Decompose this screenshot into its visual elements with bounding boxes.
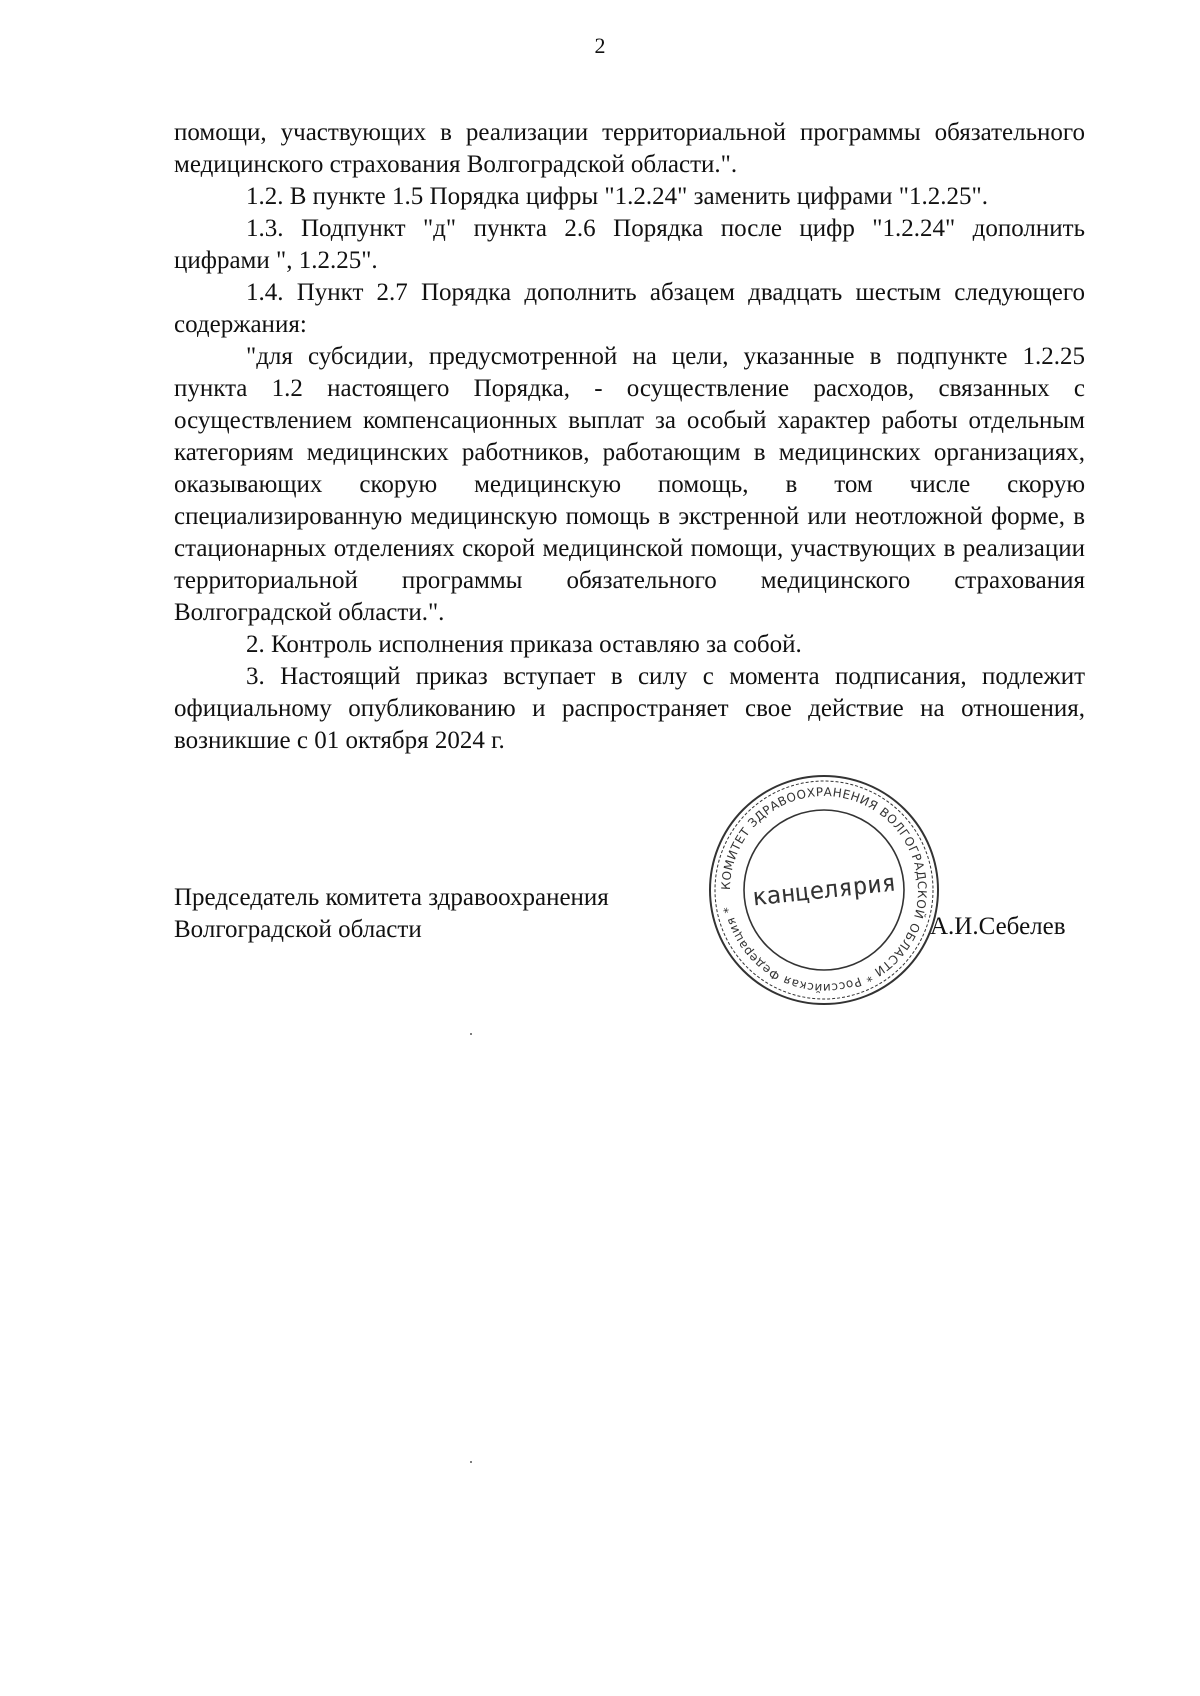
signer-name: А.И.Себелев [930, 913, 1066, 940]
paragraph-2: 2. Контроль исполнения приказа оставляю за собой. [246, 631, 802, 658]
paragraph-1-3: 1.3. Подпункт "д" пункта 2.6 Порядка после цифр "1.2.24" дополнить цифрами ", 1.2.25". [174, 215, 1085, 274]
signer-position-line-2: Волгоградской области [174, 916, 422, 943]
page-number: 2 [594, 33, 606, 58]
signer-position-line-1: Председатель комитета здравоохранения [174, 884, 609, 911]
document-body [174, 117, 1085, 757]
office-stamp [704, 770, 944, 1010]
scan-speck [470, 1033, 472, 1035]
stamp-ring-text: КОМИТЕТ ЗДРАВООХРАНЕНИЯ ВОЛГОГРАДСКОЙ ОБЛАСТИ * Российская Федерация * [718, 784, 930, 996]
paragraph-1-4: 1.4. Пункт 2.7 Порядка дополнить абзацем двадцать шестым следующего содержания: [174, 279, 1085, 338]
paragraph-3: 3. Настоящий приказ вступает в силу с момента подписания, подлежит официальному опубликованию и распространяет свое действие на отношения, возникшие с 01 октября 2024 г. [174, 663, 1085, 754]
paragraph-quoted-amendment: "для субсидии, предусмотренной на цели, указанные в подпункте 1.2.25 пункта 1.2 настоящего Порядка, - осуществление расходов, связанных с осуществлением компенсационных выплат за особый характер работы отдельным категориям медицинских работников, работающим в медицинских организациях, оказывающих скорую медицинскую помощь, в том числе скорую специализированную медицинскую помощь в экстренной или неотложной форме, в стационарных отделениях скорой медицинской помощи, участвующих в реализации территориальной программы обязательного медицинского страхования Волгоградской области.". [174, 343, 1085, 626]
scan-speck [470, 1461, 472, 1463]
signature-position [174, 882, 694, 946]
paragraph-1-2: 1.2. В пункте 1.5 Порядка цифры "1.2.24" заменить цифрами "1.2.25". [246, 183, 988, 210]
stamp-center-text: канцелярия [750, 868, 898, 912]
paragraph-1-1-continuation: помощи, участвующих в реализации территориальной программы обязательного медицинского страхования Волгоградской области.". [174, 119, 1085, 178]
